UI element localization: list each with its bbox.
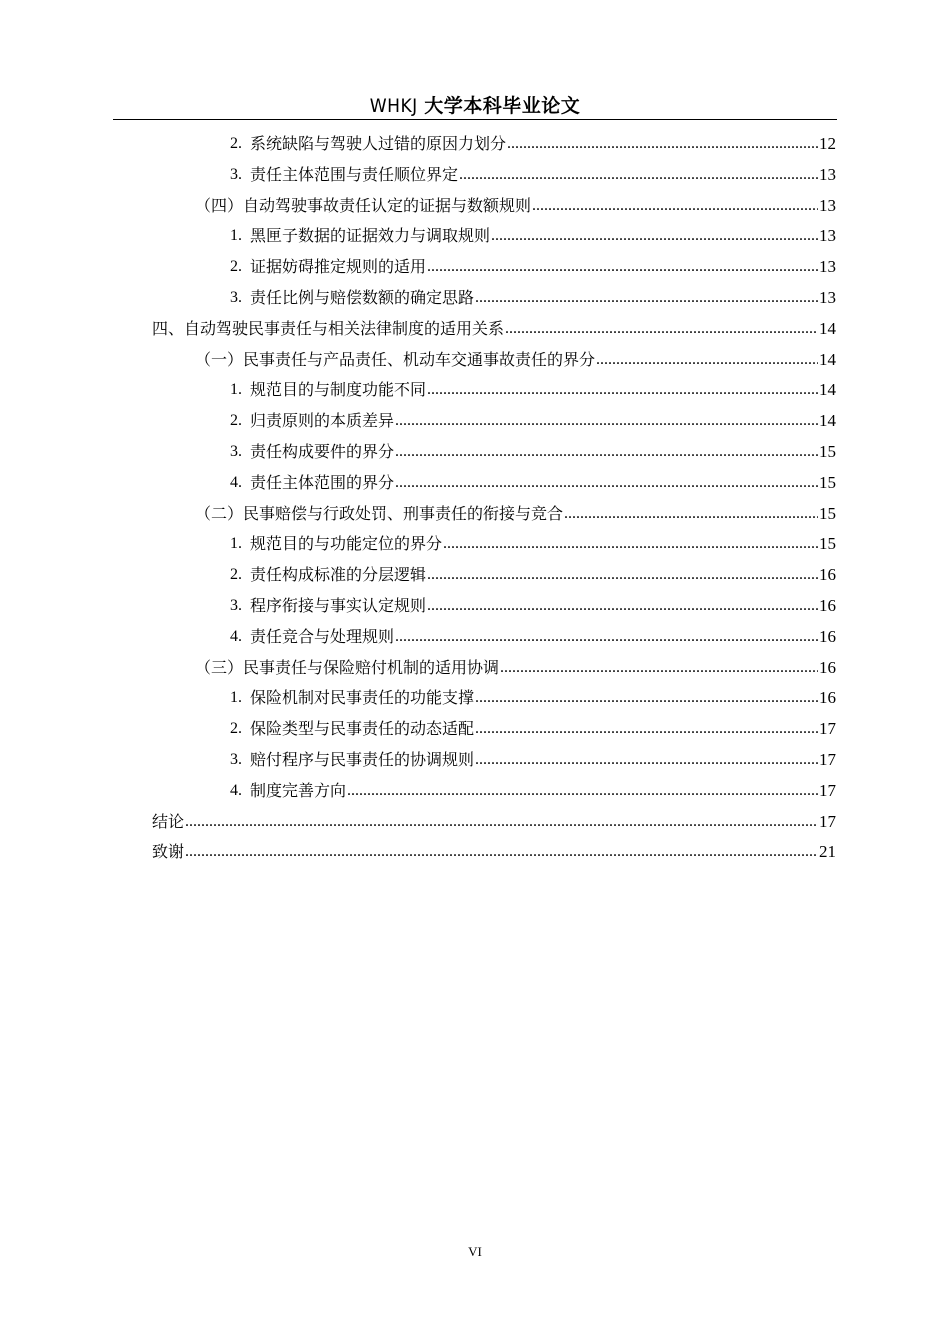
toc-dot-leader [185, 842, 818, 862]
toc-entry[interactable] [230, 128, 836, 154]
toc-entry-label: 责任构成要件的界分 [250, 442, 395, 461]
toc-dot-leader [532, 196, 818, 216]
toc-dot-leader [395, 627, 818, 647]
toc-dot-leader [564, 504, 818, 524]
toc-entry-label: 证据妨碍推定规则的适用 [250, 257, 427, 277]
toc-entry[interactable] [230, 159, 836, 185]
toc-entry-label: 程序衔接与事实认定规则 [250, 596, 427, 615]
toc-dot-leader [505, 319, 818, 339]
header-rule [113, 119, 837, 120]
toc-entry-label: 系统缺陷与驾驶人过错的原因力划分 [250, 134, 507, 153]
toc-entry[interactable] [230, 220, 836, 246]
toc-entry-page: 16 [819, 565, 836, 585]
toc-entry[interactable] [152, 313, 836, 339]
toc-entry-label: 保险类型与民事责任的动态适配 [250, 719, 475, 739]
toc-entry-page: 12 [819, 134, 836, 153]
toc-entry-page: 17 [819, 780, 836, 800]
toc-entry-page: 15 [819, 503, 836, 523]
toc-entry-number: 3. [230, 597, 242, 614]
toc-entry-number: 3. [230, 289, 242, 306]
toc-entry[interactable] [230, 621, 836, 647]
toc-entry-number: 3. [230, 443, 242, 460]
toc-entry-number: 1. [230, 535, 242, 553]
toc-entry[interactable] [195, 190, 836, 216]
toc-dot-leader [507, 134, 818, 154]
toc-entry-label: 赔付程序与民事责任的协调规则 [250, 750, 475, 769]
toc-entry[interactable] [152, 806, 836, 832]
toc-entry-number: 1. [230, 689, 242, 707]
toc-dot-leader [395, 473, 818, 493]
toc-entry-label: 结论 [152, 811, 185, 831]
toc-entry-label: 责任主体范围与责任顺位界定 [250, 164, 459, 184]
toc-dot-leader [427, 257, 818, 277]
toc-entry[interactable] [230, 467, 836, 493]
toc-entry-number: 2. [230, 566, 242, 584]
toc-dot-leader [427, 596, 818, 616]
toc-entry-page: 14 [819, 411, 836, 431]
toc-entry-page: 15 [819, 442, 836, 461]
toc-entry-number: 3. [230, 165, 242, 183]
toc-entry-page: 13 [819, 195, 836, 215]
toc-entry-label: 归责原则的本质差异 [250, 411, 395, 431]
toc-dot-leader [427, 565, 818, 585]
toc-entry-number: 4. [230, 781, 242, 799]
toc-entry-page: 13 [819, 226, 836, 246]
toc-entry-label: （二）民事赔偿与行政处罚、刑事责任的衔接与竞合 [195, 503, 564, 523]
toc-entry[interactable] [230, 775, 836, 801]
toc-dot-leader [475, 288, 818, 308]
toc-entry[interactable] [195, 344, 836, 370]
toc-dot-leader [596, 350, 818, 370]
toc-dot-leader [185, 812, 818, 832]
toc-dot-leader [475, 688, 818, 708]
toc-dot-leader [395, 442, 818, 462]
toc-dot-leader [347, 781, 818, 801]
toc-dot-leader [475, 750, 818, 770]
toc-entry[interactable] [230, 713, 836, 739]
toc-entry[interactable] [230, 405, 836, 431]
toc-entry-label: 制度完善方向 [250, 780, 347, 800]
toc-entry[interactable] [152, 836, 836, 862]
toc-entry-page: 16 [819, 657, 836, 677]
toc-dot-leader [491, 226, 818, 246]
header-title: 大学本科毕业论文 [424, 95, 581, 117]
toc-entry-label: 责任主体范围的界分 [250, 472, 395, 492]
toc-entry-number: 3. [230, 751, 242, 768]
toc-entry-page: 17 [819, 719, 836, 739]
toc-entry-page: 14 [819, 380, 836, 400]
toc-dot-leader [427, 380, 818, 400]
toc-entry-label: （四）自动驾驶事故责任认定的证据与数额规则 [195, 195, 532, 215]
toc-entry-number: 2. [230, 412, 242, 430]
toc-dot-leader [475, 719, 818, 739]
toc-entry-label: 规范目的与功能定位的界分 [250, 534, 443, 554]
toc-entry-page: 16 [819, 626, 836, 646]
toc-entry-label: 责任比例与赔偿数额的确定思路 [250, 288, 475, 307]
toc-entry-page: 14 [819, 349, 836, 369]
toc-entry[interactable] [230, 436, 836, 462]
header-brand: WHKJ [369, 95, 418, 117]
toc-entry-page: 13 [819, 164, 836, 184]
toc-entry[interactable] [230, 744, 836, 770]
toc-entry[interactable] [230, 528, 836, 554]
toc-entry-number: 2. [230, 135, 242, 152]
toc-entry-label: 保险机制对民事责任的功能支撑 [250, 688, 475, 708]
toc-entry-label: 责任构成标准的分层逻辑 [250, 565, 427, 585]
toc-entry-page: 21 [819, 842, 836, 862]
toc-entry[interactable] [230, 682, 836, 708]
toc-entry[interactable] [230, 282, 836, 308]
toc-entry-number: 4. [230, 627, 242, 645]
toc-entry-page: 13 [819, 257, 836, 277]
toc-entry-label: （三）民事责任与保险赔付机制的适用协调 [195, 657, 500, 677]
toc-entry-page: 17 [819, 750, 836, 769]
page-number: VI [468, 1244, 482, 1259]
toc-entry[interactable] [230, 251, 836, 277]
toc-entry-page: 15 [819, 534, 836, 554]
toc-entry-label: （一）民事责任与产品责任、机动车交通事故责任的界分 [195, 349, 596, 369]
toc-entry-page: 16 [819, 596, 836, 615]
toc-dot-leader [395, 411, 818, 431]
toc-entry-label: 责任竞合与处理规则 [250, 626, 395, 646]
toc-entry-number: 2. [230, 720, 242, 738]
toc-entry-page: 15 [819, 472, 836, 492]
toc-entry-number: 2. [230, 258, 242, 276]
toc-entry[interactable] [230, 590, 836, 616]
toc-entry[interactable] [230, 559, 836, 585]
toc-dot-leader [443, 534, 818, 554]
toc-entry-page: 13 [819, 288, 836, 307]
toc-entry[interactable] [195, 652, 836, 678]
toc-entry-page: 17 [819, 811, 836, 831]
toc-dot-leader [459, 165, 818, 185]
toc-entry-label: 致谢 [152, 842, 185, 862]
toc-entry-page: 14 [819, 318, 836, 338]
toc-entry-number: 1. [230, 381, 242, 399]
toc-entry-label: 规范目的与制度功能不同 [250, 380, 427, 400]
toc-dot-leader [500, 658, 818, 678]
toc-entry-label: 黑匣子数据的证据效力与调取规则 [250, 226, 491, 246]
toc-entry-number: 4. [230, 473, 242, 491]
toc-entry[interactable] [195, 498, 836, 524]
toc-entry[interactable] [230, 374, 836, 400]
toc-entry-number: 1. [230, 227, 242, 245]
running-header [113, 93, 837, 119]
toc-entry-label: 四、自动驾驶民事责任与相关法律制度的适用关系 [152, 318, 505, 338]
toc-entry-page: 16 [819, 688, 836, 708]
